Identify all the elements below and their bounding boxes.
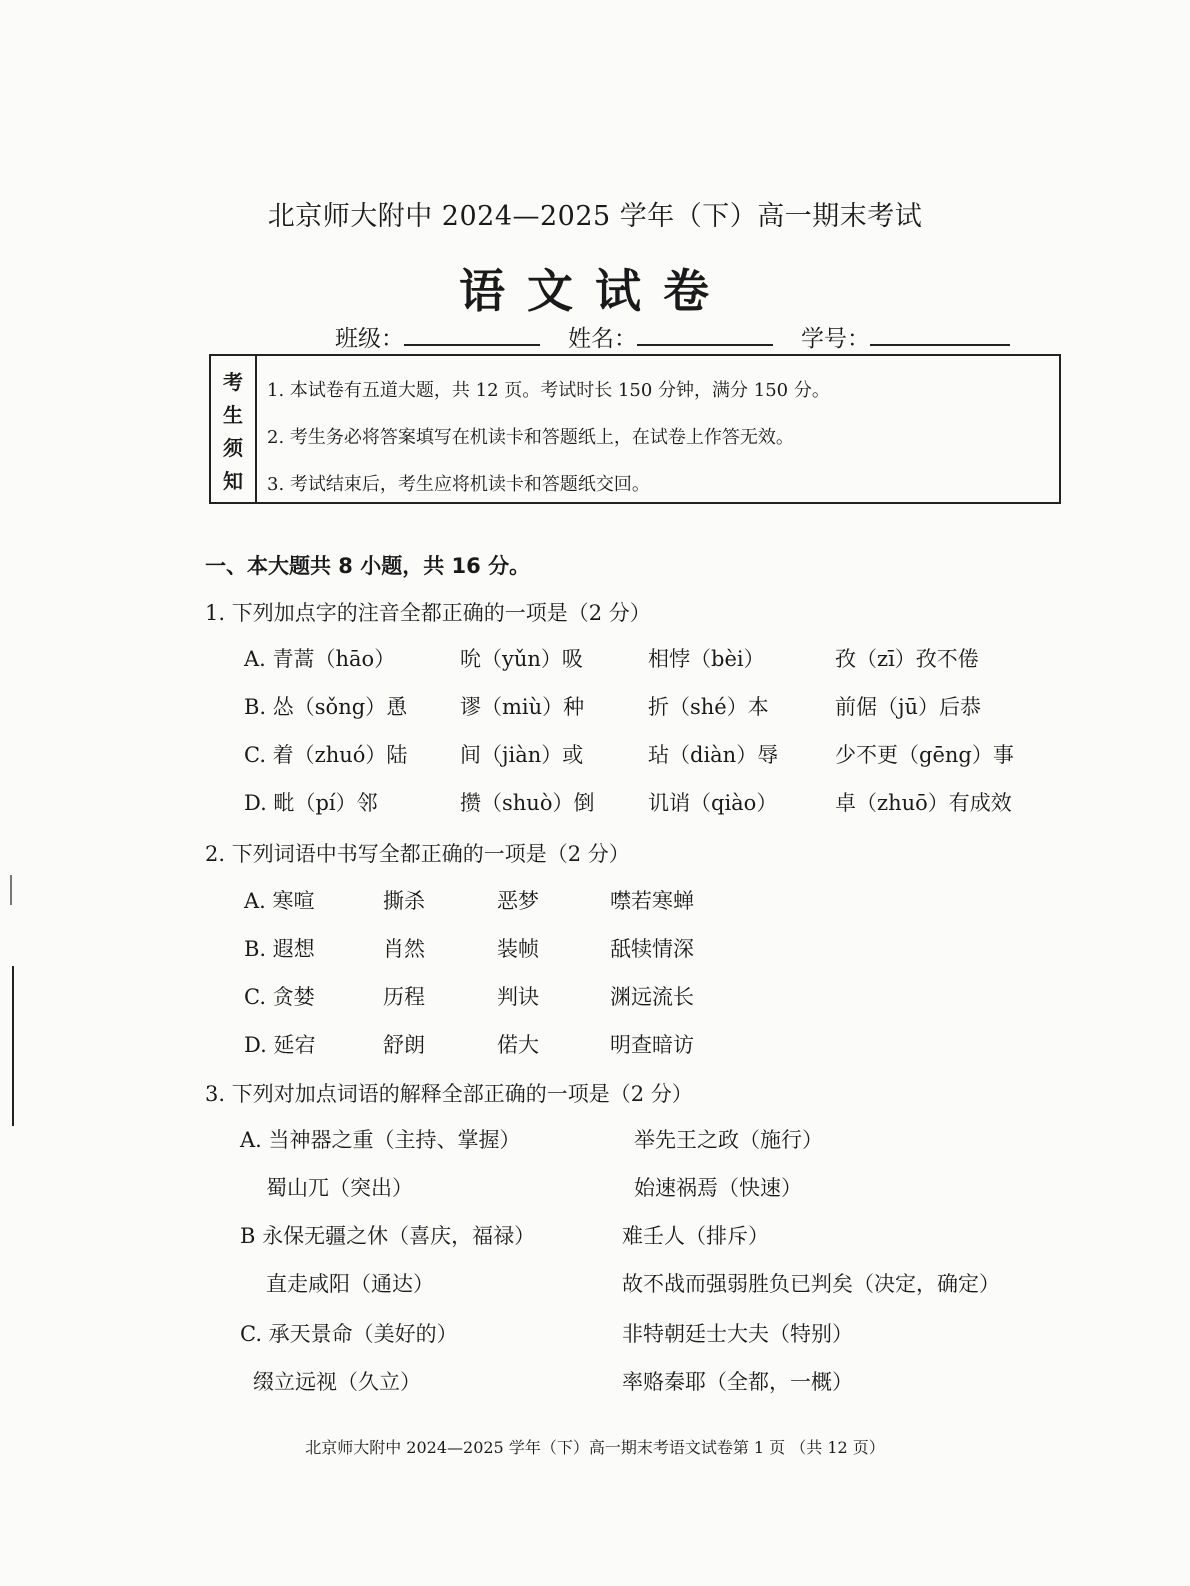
q1-option: C. 着（zhuó）陆 (244, 743, 408, 767)
question-2-stem: 2. 下列词语中书写全都正确的一项是（2 分） (205, 842, 630, 866)
q1-option: 讥诮（qiào） (648, 791, 778, 815)
q2-option: A. 寒喧 (244, 889, 315, 913)
name-label: 姓名： (568, 326, 637, 352)
q1-option: 相悖（bèi） (648, 647, 765, 671)
class-blank[interactable] (404, 322, 540, 346)
student-id-blank[interactable] (870, 322, 1010, 346)
q3-option: 缀立远视（久立） (253, 1370, 421, 1394)
q3-option: 始速祸焉（快速） (634, 1176, 802, 1200)
q3-option: 直走咸阳（通达） (266, 1272, 434, 1296)
question-1-stem: 1. 下列加点字的注音全都正确的一项是（2 分） (205, 601, 651, 625)
q2-option: 装帧 (497, 937, 539, 961)
q2-option: D. 延宕 (244, 1033, 316, 1057)
q2-option: B. 遐想 (244, 937, 315, 961)
student-info-row (335, 320, 1010, 353)
q2-option: 恶梦 (497, 889, 539, 913)
q1-option: D. 毗（pí）邻 (244, 791, 378, 815)
question-3-stem: 3. 下列对加点词语的解释全部正确的一项是（2 分） (205, 1082, 693, 1106)
q3-option: 难壬人（排斥） (622, 1224, 769, 1248)
q1-option: 谬（miù）种 (460, 695, 585, 719)
q1-option: 前倨（jū）后恭 (835, 695, 982, 719)
scan-edge-mark (10, 875, 12, 905)
notice-heading-char: 须 (223, 436, 243, 460)
q2-option: 舐犊情深 (610, 937, 694, 961)
q1-option: 折（shé）本 (648, 695, 769, 719)
notice-heading-char: 生 (223, 403, 243, 427)
scan-edge-mark (12, 966, 14, 1126)
q2-option: 明查暗访 (610, 1033, 694, 1057)
q3-option: 非特朝廷士大夫（特别） (622, 1322, 853, 1346)
q3-option: C. 承天景命（美好的） (240, 1322, 458, 1346)
q2-option: 历程 (383, 985, 425, 1009)
q2-option: 偌大 (497, 1033, 539, 1057)
subject-title: 语文试卷 (459, 264, 731, 318)
q3-option: 蜀山兀（突出） (266, 1176, 413, 1200)
q2-option: 舒朗 (383, 1033, 425, 1057)
class-label: 班级： (335, 326, 404, 352)
q3-option: A. 当神器之重（主持、掌握） (240, 1128, 521, 1152)
q3-option: 举先王之政（施行） (634, 1128, 823, 1152)
q1-option: 吮（yǔn）吸 (460, 647, 583, 671)
q1-option: B. 怂（sǒng）恿 (244, 695, 408, 719)
name-blank[interactable] (637, 322, 773, 346)
page-footer: 北京师大附中 2024—2025 学年（下）高一期末考语文试卷第 1 页 （共 12 页） (305, 1438, 885, 1457)
q1-option: 玷（diàn）辱 (648, 743, 779, 767)
notice-heading-char: 知 (223, 469, 243, 493)
notice-heading-char: 考 (223, 370, 243, 394)
q1-option: A. 青蒿（hāo） (244, 647, 396, 671)
q3-option: B 永保无疆之休（喜庆，福禄） (240, 1224, 536, 1248)
q1-option: 间（jiàn）或 (460, 743, 584, 767)
notice-item: 1. 本试卷有五道大题，共 12 页。考试时长 150 分钟，满分 150 分。 (267, 380, 830, 401)
q2-option: 渊远流长 (610, 985, 694, 1009)
q2-option: 判诀 (497, 985, 539, 1009)
q1-option: 卓（zhuō）有成效 (835, 791, 1012, 815)
notice-item: 3. 考试结束后，考生应将机读卡和答题纸交回。 (267, 474, 650, 495)
student-id-label: 学号： (801, 326, 870, 352)
q3-option: 率赂秦耶（全都，一概） (622, 1370, 853, 1394)
q2-option: 噤若寒蝉 (610, 889, 694, 913)
q1-option: 少不更（gēng）事 (835, 743, 1014, 767)
notice-box (209, 354, 1061, 504)
q2-option: 撕杀 (383, 889, 425, 913)
q1-option: 孜（zī）孜不倦 (835, 647, 979, 671)
notice-heading (211, 356, 257, 502)
exam-title: 北京师大附中 2024—2025 学年（下）高一期末考试 (267, 201, 923, 232)
section-title: 一、本大题共 8 小题，共 16 分。 (205, 554, 531, 578)
q2-option: 肖然 (383, 937, 425, 961)
q2-option: C. 贪婪 (244, 985, 315, 1009)
q1-option: 攒（shuò）倒 (460, 791, 595, 815)
q3-option: 故不战而强弱胜负已判矣（决定，确定） (622, 1272, 1000, 1296)
notice-item: 2. 考生务必将答案填写在机读卡和答题纸上，在试卷上作答无效。 (267, 427, 794, 448)
